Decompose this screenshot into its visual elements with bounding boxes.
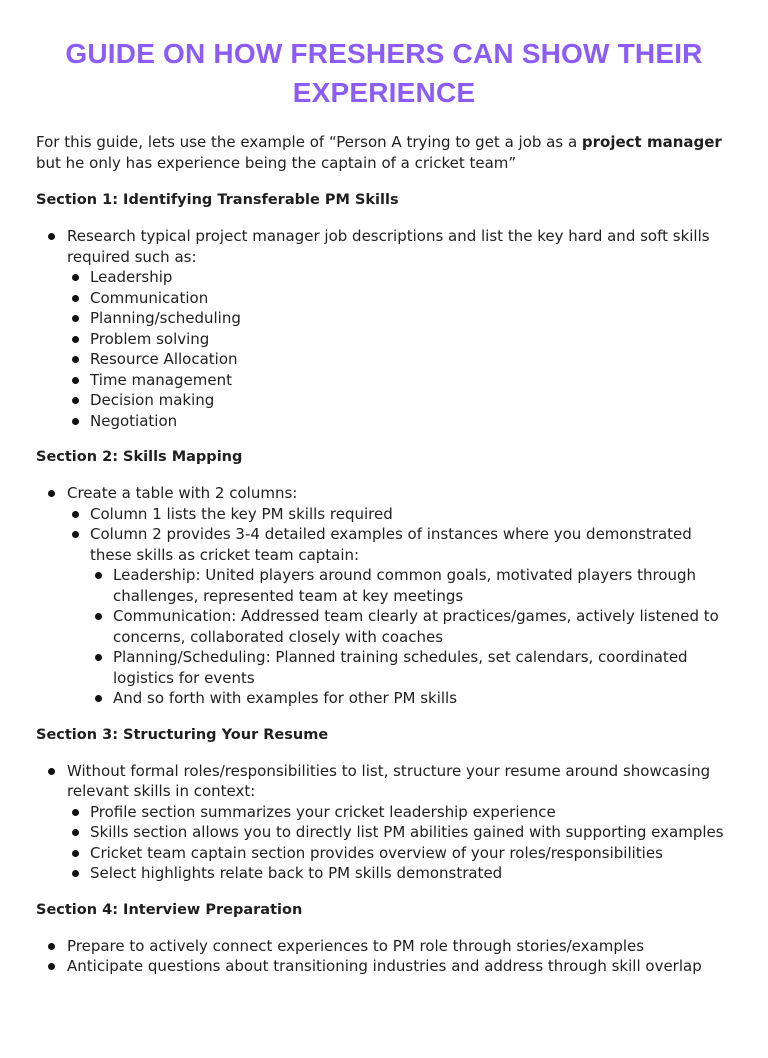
- bullet-icon: [95, 654, 102, 661]
- list-item: [67, 349, 732, 370]
- intro-paragraph: [36, 132, 732, 174]
- bullet-icon: [95, 613, 102, 620]
- list-item: [67, 267, 732, 288]
- list-item: [67, 843, 732, 864]
- section-3-list: [36, 761, 732, 884]
- list-item: [90, 688, 732, 709]
- bullet-icon: [72, 295, 79, 302]
- bullet-icon: [48, 490, 55, 497]
- list-item-text: Communication: [90, 288, 209, 307]
- list-item: [36, 483, 732, 709]
- bullet-icon: [48, 768, 55, 775]
- section-2-list: [36, 483, 732, 709]
- list-item: [36, 936, 732, 957]
- list-item-text: Time management: [90, 370, 232, 389]
- intro-text-after: but he only has experience being the captain of a cricket team”: [36, 154, 517, 172]
- bullet-icon: [72, 356, 79, 363]
- list-item-text: Create a table with 2 columns:: [67, 484, 298, 502]
- bullet-icon: [48, 943, 55, 950]
- list-item-text: Planning/Scheduling: Planned training schedules, set calendars, coordinated logistics for events: [113, 648, 688, 687]
- list-item: [67, 370, 732, 391]
- list-item-text: Without formal roles/responsibilities to list, structure your resume around showcasing relevant skills in context:: [67, 761, 711, 800]
- list-item: [67, 524, 732, 709]
- bullet-icon: [95, 695, 102, 702]
- list-item: [67, 390, 732, 411]
- list-item: [36, 956, 732, 977]
- bullet-icon: [72, 870, 79, 877]
- list-item: [67, 329, 732, 350]
- section-1-heading: Section 1: Identifying Transferable PM Skills: [36, 192, 399, 208]
- section-1-list: [36, 226, 732, 431]
- list-item-text: Select highlights relate back to PM skills demonstrated: [90, 864, 503, 882]
- section-3-heading: Section 3: Structuring Your Resume: [36, 726, 329, 743]
- list-item-text: Negotiation: [90, 411, 178, 430]
- list-item-text: And so forth with examples for other PM skills: [113, 689, 458, 707]
- list-item-text: Resource Allocation: [90, 350, 238, 368]
- list-item-text: Profile section summarizes your cricket leadership experience: [90, 802, 556, 821]
- intro-text-before: For this guide, lets use the example of “Person A trying to get a job as a: [36, 133, 582, 151]
- list-item: [90, 647, 732, 688]
- bullet-icon: [72, 377, 79, 384]
- list-item-text: Prepare to actively connect experiences to PM role through stories/examples: [67, 936, 645, 955]
- list-item-text: Planning/scheduling: [90, 309, 241, 327]
- section-4-list: [36, 936, 732, 977]
- resume-sublist: [67, 802, 732, 884]
- list-item: [90, 565, 732, 606]
- list-item: [67, 822, 732, 843]
- bullet-icon: [72, 397, 79, 404]
- list-item-text: Decision making: [90, 391, 215, 409]
- list-item-text: Leadership: [90, 268, 173, 286]
- list-item: [67, 504, 732, 525]
- bullet-icon: [72, 511, 79, 518]
- list-item: [67, 411, 732, 432]
- list-item: [36, 761, 732, 884]
- list-item-text: Problem solving: [90, 329, 210, 348]
- list-item-text: Skills section allows you to directly list PM abilities gained with supporting examples: [90, 823, 724, 841]
- bullet-icon: [72, 531, 79, 538]
- list-item-text: Cricket team captain section provides overview of your roles/responsibilities: [90, 843, 663, 862]
- bullet-icon: [48, 963, 55, 970]
- bullet-icon: [72, 315, 79, 322]
- bullet-icon: [72, 809, 79, 816]
- section-4-heading: Section 4: Interview Preparation: [36, 901, 303, 918]
- examples-sublist: [90, 565, 732, 709]
- columns-sublist: [67, 504, 732, 709]
- list-item: [36, 226, 732, 431]
- list-item-text: Column 1 lists the key PM skills required: [90, 504, 393, 523]
- page-title: GUIDE ON HOW FRESHERS CAN SHOW THEIR EXPERIENCE: [65, 38, 703, 108]
- bullet-icon: [48, 233, 55, 240]
- section-2-heading: Section 2: Skills Mapping: [36, 449, 243, 465]
- bullet-icon: [72, 850, 79, 857]
- list-item: [67, 308, 732, 329]
- document-page: [0, 34, 768, 977]
- list-item-text: Research typical project manager job descriptions and list the key hard and soft skills required such as:: [67, 227, 710, 266]
- bullet-icon: [72, 336, 79, 343]
- bullet-icon: [72, 418, 79, 425]
- intro-bold-text: project manager: [581, 133, 722, 151]
- bullet-icon: [72, 829, 79, 836]
- list-item-text: Column 2 provides 3-4 detailed examples of instances where you demonstrated these skills as cricket team captain:: [90, 525, 692, 564]
- list-item: [90, 606, 732, 647]
- list-item-text: Leadership: United players around common goals, motivated players through challenges, represented team at key meetings: [113, 566, 697, 605]
- list-item: [67, 802, 732, 823]
- bullet-icon: [72, 274, 79, 281]
- list-item: [67, 863, 732, 884]
- list-item-text: Anticipate questions about transitioning industries and address through skill overlap: [67, 957, 702, 975]
- list-item: [67, 288, 732, 309]
- skills-sublist: [67, 267, 732, 431]
- list-item-text: Communication: Addressed team clearly at practices/games, actively listened to concerns, collaborated closely with coaches: [113, 607, 719, 646]
- bullet-icon: [95, 572, 102, 579]
